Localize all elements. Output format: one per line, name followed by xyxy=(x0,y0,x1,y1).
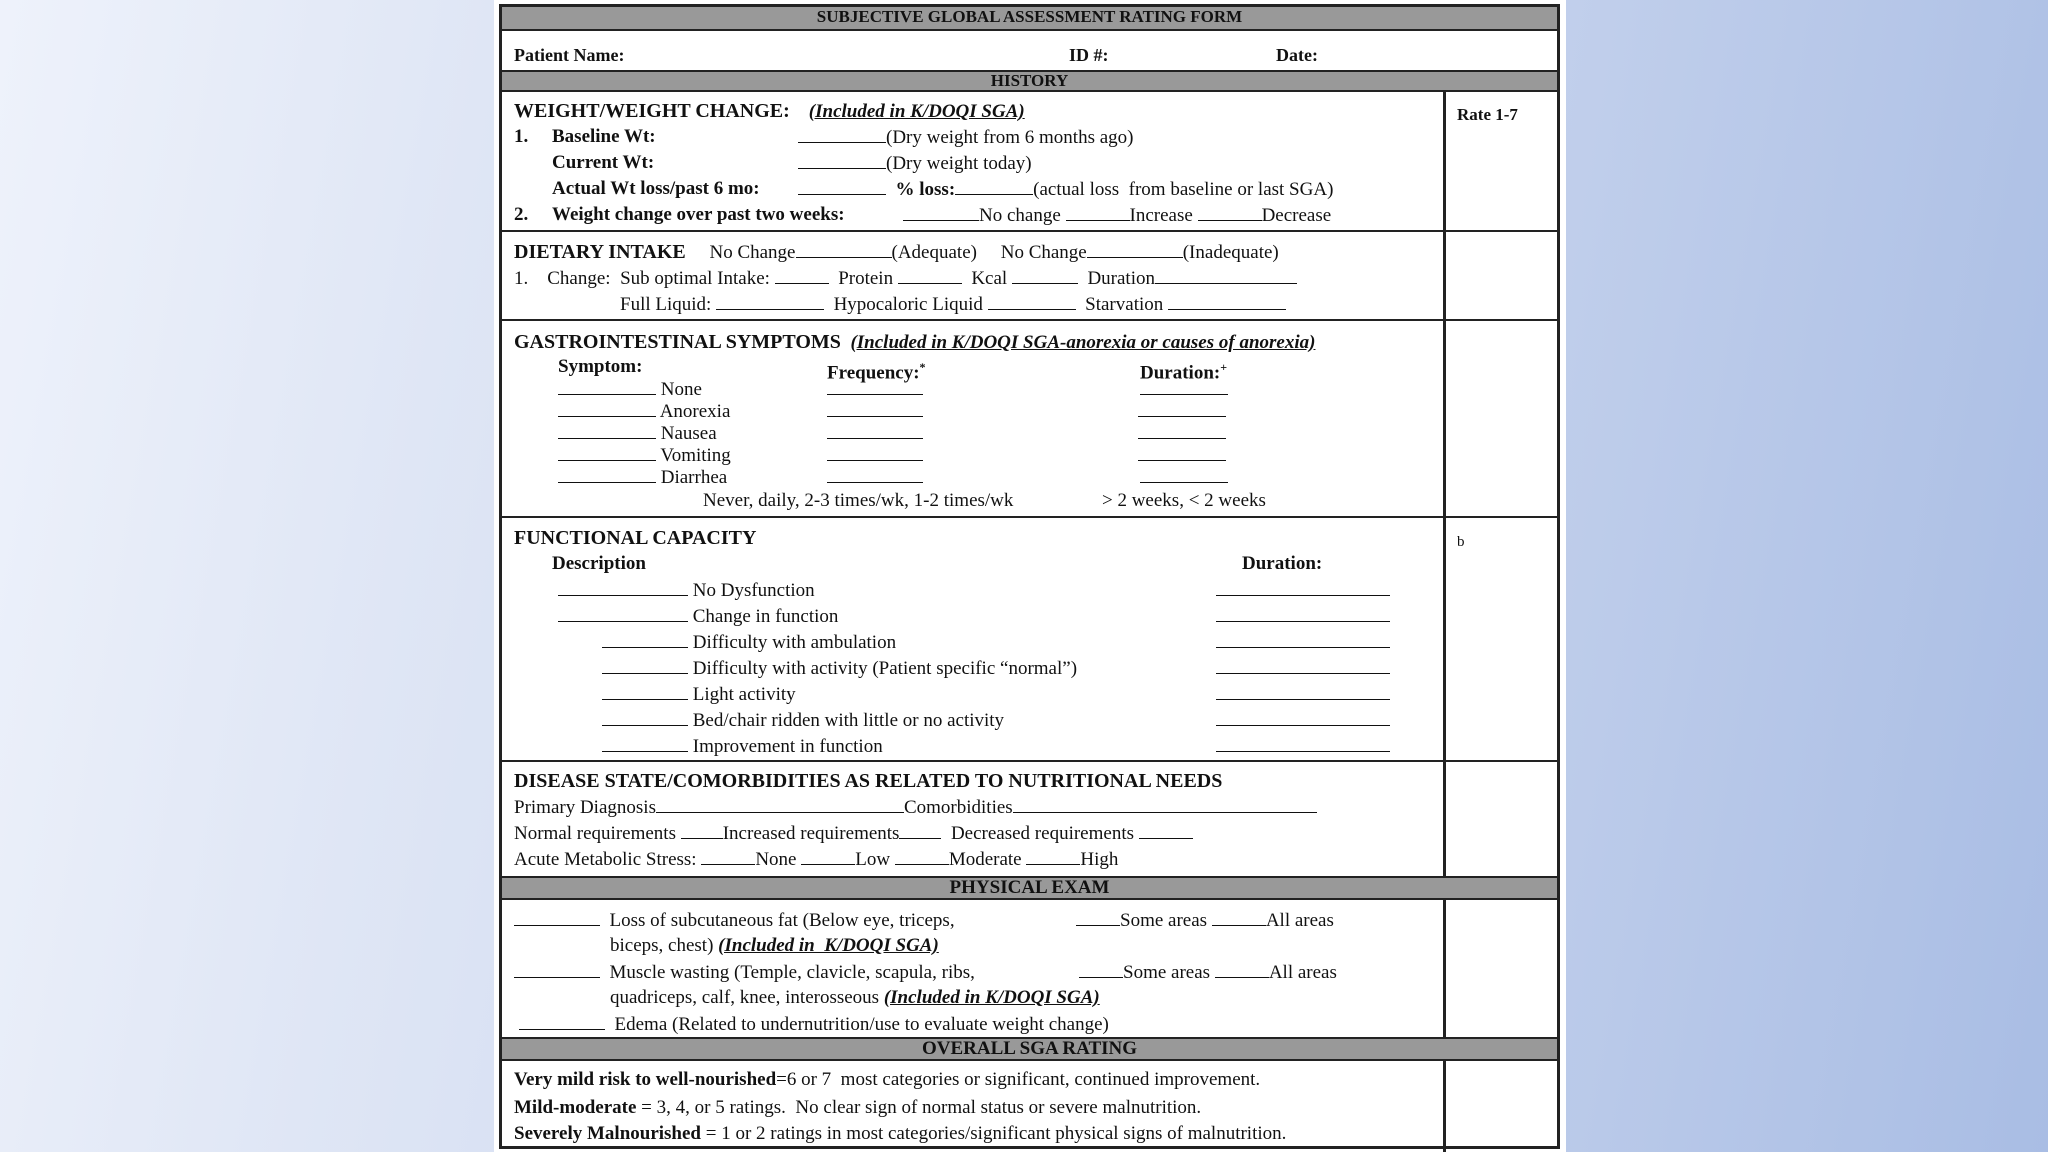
fat-some-areas: Some areas xyxy=(1120,910,1208,931)
overall-mild-label: Very mild risk to well-nourished xyxy=(514,1069,777,1090)
fat-kdoqi-note: (Included in K/DOQI SGA) xyxy=(718,935,939,956)
func-row-5[interactable] xyxy=(602,683,796,706)
gi-symptom-vomiting: Vomiting xyxy=(660,445,731,466)
diet-inadequate: (Inadequate) xyxy=(1182,242,1279,263)
func-dur-blank-2[interactable] xyxy=(1216,605,1390,628)
gi-dur-blank-3[interactable] xyxy=(1138,422,1226,445)
id-label: ID #: xyxy=(1069,45,1109,65)
muscle-wasting-row[interactable] xyxy=(514,961,975,984)
func-item-ambulation: Difficulty with ambulation xyxy=(692,632,897,653)
dietary-heading: DIETARY INTAKE xyxy=(514,241,686,263)
fat-areas-row[interactable] xyxy=(1076,909,1334,932)
weight-kdoqi-note: (Included in K/DOQI SGA) xyxy=(808,101,1025,122)
gi-row-diarrhea[interactable] xyxy=(558,466,727,489)
func-item-bedridden: Bed/chair ridden with little or no activity xyxy=(692,710,1005,731)
diet-liquid-row[interactable] xyxy=(620,293,1286,316)
functional-description-label: Description xyxy=(552,553,646,574)
date-label: Date: xyxy=(1276,45,1318,65)
two-week-change-label: Weight change over past two weeks: xyxy=(552,204,845,225)
two-week-options[interactable] xyxy=(903,204,1331,227)
form-frame xyxy=(499,4,1560,1149)
fat-loss-row[interactable] xyxy=(514,909,955,932)
func-dur-blank-1[interactable] xyxy=(1216,579,1390,602)
gi-freq-blank-3[interactable] xyxy=(827,422,923,445)
disease-diagnosis-row[interactable] xyxy=(514,796,1317,819)
weight-heading: WEIGHT/WEIGHT CHANGE: xyxy=(514,100,790,122)
current-note: (Dry weight today) xyxy=(886,153,1032,174)
fat-loss-line2-row xyxy=(610,935,939,957)
decrease-option: Decrease xyxy=(1261,205,1332,226)
current-field[interactable] xyxy=(798,152,1032,175)
pct-loss-note: (actual loss from baseline or last SGA) xyxy=(1033,179,1334,200)
pct-loss-label: % loss: xyxy=(895,179,956,200)
stress-low: Low xyxy=(855,849,891,870)
diet-protein: Protein xyxy=(838,268,894,289)
gi-dur-blank-2[interactable] xyxy=(1138,400,1226,423)
gi-row-anorexia[interactable] xyxy=(558,400,730,423)
gi-dur-blank-4[interactable] xyxy=(1138,444,1226,467)
diet-adequate: (Adequate) xyxy=(891,242,977,263)
func-row-3[interactable] xyxy=(602,631,896,654)
no-change-option: No change xyxy=(979,205,1061,226)
func-item-change: Change in function xyxy=(692,606,839,627)
overall-mild-text: =6 or 7 most categories or significant, continued improvement. xyxy=(776,1069,1261,1090)
rating-column-divider-2 xyxy=(1443,898,1446,1039)
fat-loss-line1: Loss of subcutaneous fat (Below eye, triceps, xyxy=(609,910,955,931)
overall-severe-text: = 1 or 2 ratings in most categories/significant physical signs of malnutrition. xyxy=(701,1123,1287,1144)
gi-freq-blank-4[interactable] xyxy=(827,444,923,467)
muscle-line2: quadriceps, calf, knee, interosseous xyxy=(610,987,880,1008)
divider-functional xyxy=(502,760,1557,762)
gi-freq-blank-2[interactable] xyxy=(827,400,923,423)
fat-loss-line2: biceps, chest) xyxy=(610,935,714,956)
stress-none: None xyxy=(755,849,797,870)
diet-change-label: Change: Sub optimal Intake: xyxy=(547,268,770,289)
gi-dur-blank-1[interactable] xyxy=(1140,378,1228,401)
gi-symptom-nausea: Nausea xyxy=(660,423,717,444)
primary-diagnosis-label: Primary Diagnosis xyxy=(514,797,656,818)
current-label: Current Wt: xyxy=(552,152,655,173)
muscle-areas-row[interactable] xyxy=(1079,961,1337,984)
func-dur-blank-4[interactable] xyxy=(1216,657,1390,680)
divider-weight xyxy=(502,230,1557,232)
dietary-row xyxy=(514,241,1279,264)
overall-severe-label: Severely Malnourished xyxy=(514,1123,702,1144)
func-item-activity: Difficulty with activity (Patient specific “normal”) xyxy=(692,658,1078,679)
edema-label: Edema (Related to undernutrition/use to evaluate weight change) xyxy=(614,1014,1109,1035)
gi-dur-mark: + xyxy=(1220,360,1228,374)
divider-dietary xyxy=(502,319,1557,321)
overall-rating-band: OVERALL SGA RATING xyxy=(502,1037,1557,1061)
disease-requirements-row[interactable] xyxy=(514,822,1193,845)
func-item-light: Light activity xyxy=(692,684,796,705)
func-item-no-dysfunction: No Dysfunction xyxy=(692,580,815,601)
diet-hypocaloric: Hypocaloric Liquid xyxy=(833,294,983,315)
gi-freq-options: Never, daily, 2-3 times/wk, 1-2 times/wk xyxy=(703,490,1014,511)
diet-duration: Duration xyxy=(1087,268,1155,289)
baseline-field[interactable] xyxy=(798,126,1133,149)
baseline-note: (Dry weight from 6 months ago) xyxy=(886,127,1134,148)
weight-heading-row xyxy=(514,100,1025,123)
gi-row-nausea[interactable] xyxy=(558,422,717,445)
gi-heading-row xyxy=(514,331,1315,354)
fat-all-areas: All areas xyxy=(1265,910,1334,931)
func-row-1[interactable] xyxy=(558,579,815,602)
muscle-kdoqi-note: (Included in K/DOQI SGA) xyxy=(883,987,1100,1008)
disease-heading: DISEASE STATE/COMORBIDITIES AS RELATED TO NUTRITIONAL NEEDS xyxy=(514,770,1223,792)
gi-freq-blank-5[interactable] xyxy=(827,466,923,489)
gi-row-none[interactable] xyxy=(558,378,702,401)
func-row-4[interactable] xyxy=(602,657,1077,680)
physical-exam-band: PHYSICAL EXAM xyxy=(502,876,1557,900)
diet-starvation: Starvation xyxy=(1085,294,1164,315)
overall-mild-row xyxy=(514,1069,1260,1091)
divider-gi xyxy=(502,516,1557,518)
diet-no-change-1: No Change xyxy=(709,242,796,263)
metabolic-stress-label: Acute Metabolic Stress: xyxy=(514,849,697,870)
func-dur-blank-5[interactable] xyxy=(1216,683,1390,706)
diet-num1: 1. xyxy=(514,268,529,289)
func-row-2[interactable] xyxy=(558,605,838,628)
diet-kcal: Kcal xyxy=(971,268,1008,289)
gi-frequency-label: Frequency: xyxy=(827,362,920,384)
actual-loss-field[interactable] xyxy=(798,178,1333,201)
muscle-all-areas: All areas xyxy=(1268,962,1337,983)
gi-freq-mark: * xyxy=(919,360,926,374)
func-dur-blank-7[interactable] xyxy=(1216,735,1390,758)
stress-moderate: Moderate xyxy=(948,849,1022,870)
gi-kdoqi-note: (Included in K/DOQI SGA-anorexia or causes of anorexia) xyxy=(850,332,1316,353)
actual-loss-label: Actual Wt loss/past 6 mo: xyxy=(552,178,760,199)
func-dur-blank-6[interactable] xyxy=(1216,709,1390,732)
weight-num2: 2. xyxy=(514,204,529,225)
metabolic-stress-row[interactable] xyxy=(514,848,1118,871)
gi-symptom-anorexia: Anorexia xyxy=(659,401,731,422)
patient-name-label: Patient Name: xyxy=(514,45,625,65)
rating-column-divider-3 xyxy=(1443,1061,1446,1152)
increase-option: Increase xyxy=(1129,205,1193,226)
weight-num1: 1. xyxy=(514,126,529,147)
functional-side-mark: b xyxy=(1457,534,1465,550)
overall-severe-row xyxy=(514,1123,1286,1145)
muscle-line2-row xyxy=(610,987,1100,1009)
overall-moderate-text: = 3, 4, or 5 ratings. No clear sign of normal status or severe malnutrition. xyxy=(636,1097,1202,1118)
rate-label: Rate 1-7 xyxy=(1457,105,1518,124)
functional-duration-label: Duration: xyxy=(1242,553,1323,574)
diet-full-liquid: Full Liquid: xyxy=(620,294,712,315)
gi-symptom-none: None xyxy=(660,379,702,400)
gi-dur-blank-5[interactable] xyxy=(1140,466,1228,489)
functional-heading: FUNCTIONAL CAPACITY xyxy=(514,527,757,549)
diet-change-row[interactable] xyxy=(514,267,1297,290)
stress-high: High xyxy=(1080,849,1119,870)
decreased-requirements-label: Decreased requirements xyxy=(950,823,1134,844)
gi-symptom-label: Symptom: xyxy=(558,356,643,377)
func-row-7[interactable] xyxy=(602,735,883,758)
gi-row-vomiting[interactable] xyxy=(558,444,731,467)
history-band: HISTORY xyxy=(502,70,1557,92)
func-dur-blank-3[interactable] xyxy=(1216,631,1390,654)
overall-moderate-row xyxy=(514,1097,1201,1119)
edema-row[interactable] xyxy=(519,1013,1109,1036)
muscle-some-areas: Some areas xyxy=(1123,962,1211,983)
gi-heading: GASTROINTESTINAL SYMPTOMS xyxy=(514,331,841,353)
func-item-improvement: Improvement in function xyxy=(692,736,883,757)
sga-rating-form xyxy=(494,0,1566,1152)
diet-no-change-2: No Change xyxy=(1000,242,1087,263)
normal-requirements-label: Normal requirements xyxy=(514,823,676,844)
gi-symptom-diarrhea: Diarrhea xyxy=(660,467,728,488)
form-title: SUBJECTIVE GLOBAL ASSESSMENT RATING FORM xyxy=(502,7,1557,31)
gi-dur-options: > 2 weeks, < 2 weeks xyxy=(1102,490,1266,511)
func-row-6[interactable] xyxy=(602,709,1004,732)
gi-duration-label: Duration: xyxy=(1140,362,1221,384)
overall-moderate-label: Mild-moderate xyxy=(514,1097,637,1118)
comorbidities-label: Comorbidities xyxy=(903,797,1013,818)
baseline-label: Baseline Wt: xyxy=(552,126,656,147)
gi-freq-blank-1[interactable] xyxy=(827,378,923,401)
increased-requirements-label: Increased requirements xyxy=(722,823,900,844)
muscle-line1: Muscle wasting (Temple, clavicle, scapula, ribs, xyxy=(609,962,975,983)
